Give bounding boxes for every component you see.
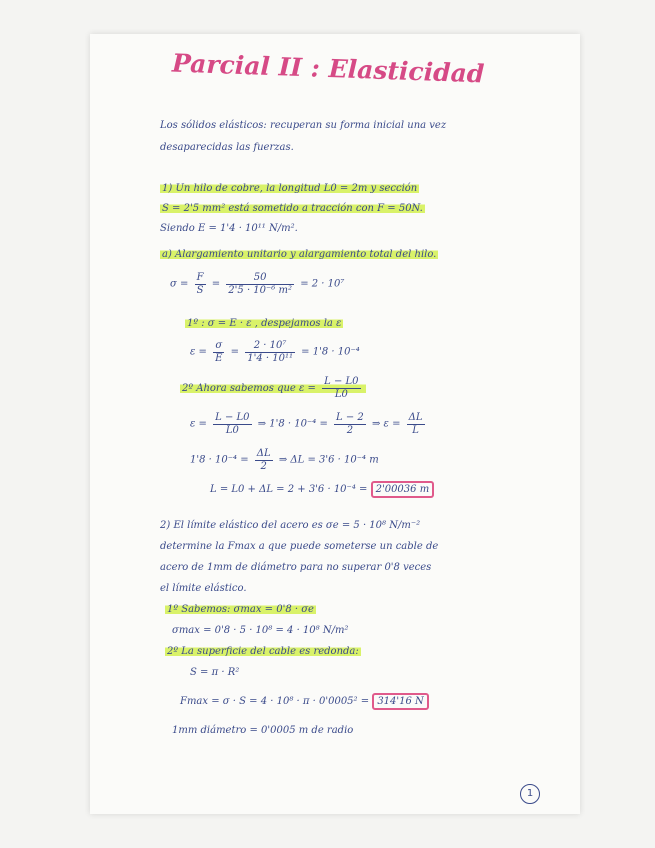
p2-step1-calc: σmax = 0'8 · 5 · 10⁸ = 4 · 10⁸ N/m² (172, 625, 349, 636)
eps-num2: 2 · 10⁷ (245, 340, 295, 353)
sigma-equation (170, 272, 344, 296)
sigma-fraction-fs (195, 272, 206, 296)
fmax-equation (180, 696, 429, 708)
line-a-mid: ⇒ 1'8 · 10⁻⁴ = (257, 418, 328, 430)
line-c-text: L = L0 + ΔL = 2 + 3'6 · 10⁻⁴ = (210, 484, 368, 495)
line-a-left: ε = (190, 418, 207, 430)
eps-den2: 1'4 · 10¹¹ (247, 352, 293, 364)
problem1-line-1 (160, 183, 419, 195)
problem1-line-1-text: 1) Un hilo de cobre, la longitud L0 = 2m y sección (162, 183, 418, 194)
sigma-num: 50 (226, 272, 294, 285)
line-b-num: ΔL (256, 448, 271, 459)
equation-line-b (190, 448, 379, 472)
p1-step2 (180, 376, 366, 400)
line-b-right: ⇒ ΔL = 3'6 · 10⁻⁴ m (278, 454, 379, 466)
line-a-num2: L − 2 (336, 412, 364, 423)
line-a-fraction-3 (407, 412, 425, 436)
sigma-f-den: S (196, 284, 204, 296)
problem1-line-2 (160, 203, 425, 215)
p2-step2 (165, 646, 361, 658)
eps-result: = 1'8 · 10⁻⁴ (301, 346, 360, 358)
p1-step2-highlight (180, 376, 366, 400)
equation-line-a (190, 412, 428, 436)
sigma-den: 2'5 · 10⁻⁶ m² (228, 284, 292, 296)
line-a-num3: ΔL (408, 412, 423, 423)
line-b-left: 1'8 · 10⁻⁴ = (190, 454, 249, 466)
p2-step1-text: 1º Sabemos: σmax = 0'8 · σe (167, 604, 314, 615)
line-a-den1: L0 (225, 424, 239, 436)
problem2-line-3: acero de 1mm de diámetro para no superar 0'8 veces (160, 562, 432, 573)
eps-den1: E (215, 352, 223, 364)
problem1-part-a (160, 249, 438, 261)
problem1-part-a-text: a) Alargamiento unitario y alargamiento total del hilo. (162, 249, 437, 260)
p2-step1 (165, 604, 316, 616)
sigma-left: σ = (170, 278, 189, 290)
sigma-result: = 2 · 10⁷ (300, 278, 345, 290)
line-a-den2: 2 (346, 424, 354, 436)
epsilon-equation (190, 340, 360, 364)
page-number: 1 (520, 784, 540, 804)
equation-line-c (210, 484, 434, 496)
area-formula: S = π · R² (190, 667, 240, 678)
p1-step2-text: 2º Ahora sabemos que ε = (182, 382, 316, 394)
page-title: Parcial II : Elasticidad (171, 48, 485, 89)
problem2-line-4: el límite elástico. (160, 583, 247, 594)
line-a-num1: L − L0 (215, 412, 250, 423)
line-a-fraction-2 (334, 412, 366, 436)
line-a-fraction-1 (213, 412, 251, 436)
eps-left: ε = (190, 346, 207, 358)
line-a-right: ⇒ ε = (371, 418, 401, 430)
sigma-f-num: F (196, 272, 204, 283)
intro-line-1: Los sólidos elásticos: recuperan su forma inicial una vez (160, 120, 447, 131)
eps-eq: = (230, 346, 240, 358)
problem2-line-1: 2) El límite elástico del acero es σe = 5 · 10⁸ N/m⁻² (160, 520, 421, 531)
p1-step1-text: 1º : σ = E · ε , despejamos la ε (187, 318, 342, 329)
problem1-line-3: Siendo E = 1'4 · 10¹¹ N/m². (160, 223, 298, 234)
result-box-length: 2'00036 m (371, 481, 435, 498)
result-box-fmax: 314'16 N (372, 693, 429, 710)
line-b-fraction (255, 448, 273, 472)
step2-num: L − L0 (324, 376, 359, 387)
eps-fraction-2 (245, 340, 295, 364)
sigma-fraction-values (226, 272, 294, 296)
line-b-den: 2 (260, 460, 267, 472)
eps-fraction-1 (213, 340, 224, 364)
problem2-line-2: determine la Fmax a que puede someterse un cable de (160, 541, 439, 552)
step2-fraction (322, 376, 360, 400)
line-a-den3: L (412, 424, 419, 436)
sigma-eq2: = (211, 278, 221, 290)
problem1-line-2-text: S = 2'5 mm² está sometido a tracción con F = 50N. (162, 203, 423, 214)
eps-num1: σ (213, 340, 224, 353)
p1-step1 (185, 318, 343, 330)
diameter-note: 1mm diámetro = 0'0005 m de radio (172, 725, 354, 736)
p2-step2-text: 2º La superficie del cable es redonda: (167, 646, 359, 657)
step2-den: L0 (334, 388, 348, 400)
intro-line-2: desaparecidas las fuerzas. (160, 142, 294, 153)
fmax-text: Fmax = σ · S = 4 · 10⁸ · π · 0'0005² = (180, 696, 370, 707)
